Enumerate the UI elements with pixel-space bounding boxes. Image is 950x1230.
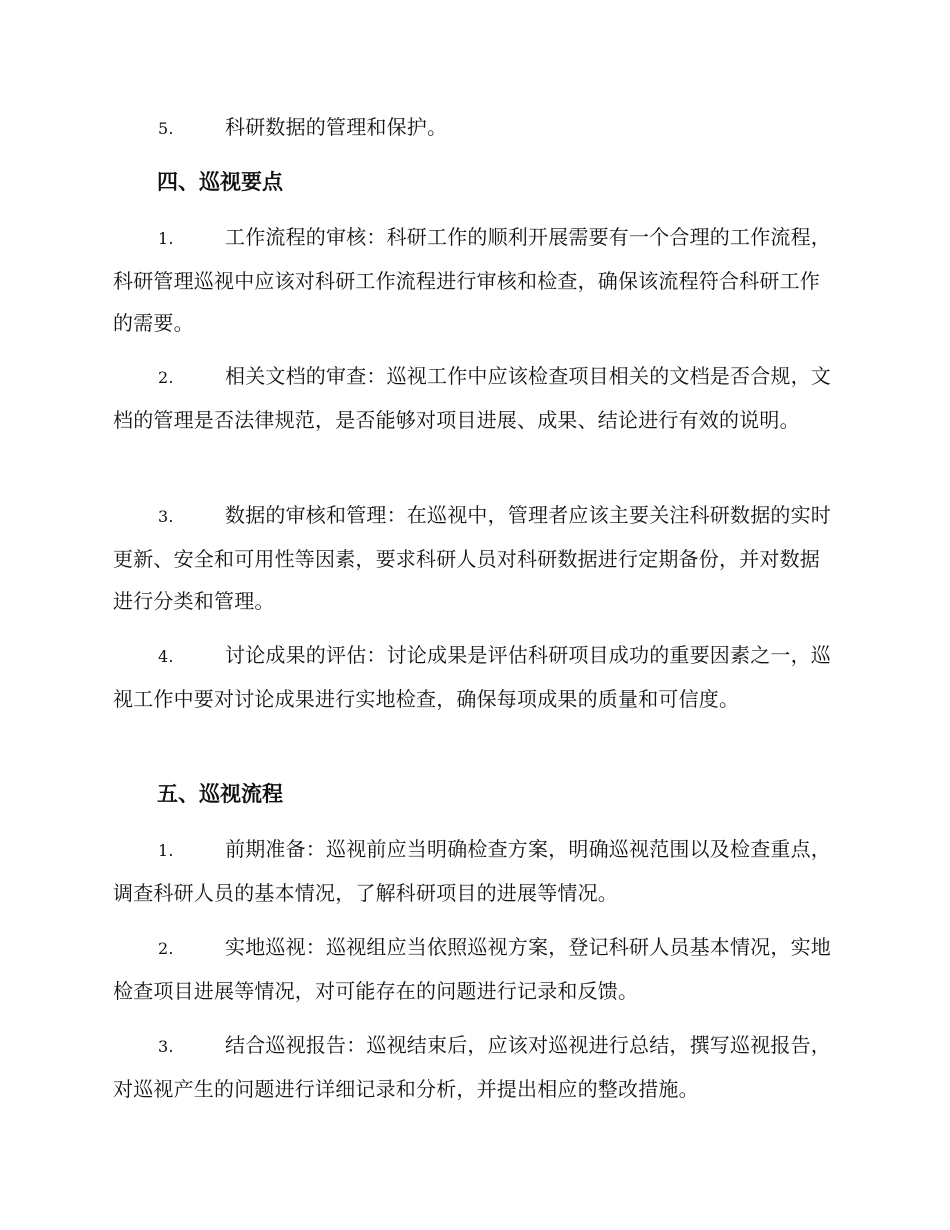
list-item [113,926,833,1012]
item-text: 相关文档的审查：巡视工作中应该检查项目相关的文档是否合规，文档的管理是否法律规范，是否能够对项目进展、成果、结论进行有效的说明。 [113,364,831,432]
section-heading-5: 五、巡视流程 [157,782,283,806]
item-text: 科研数据的管理和保护。 [225,115,448,139]
item-text: 结合巡视报告：巡视结束后，应该对巡视进行总结，撰写巡视报告，对巡视产生的问题进行详细记录和分析，并提出相应的整改措施。 [113,1033,831,1101]
item-number: 1. [158,841,174,860]
item-number: 4. [158,647,174,666]
item-text: 讨论成果的评估：讨论成果是评估科研项目成功的重要因素之一，巡视工作中要对讨论成果进行实地检查，确保每项成果的质量和可信度。 [113,643,831,711]
list-item [113,355,833,441]
item-number: 3. [158,507,174,526]
list-item [113,1024,833,1110]
item-text: 实地巡视：巡视组应当依照巡视方案，登记科研人员基本情况，实地检查项目进展等情况，对可能存在的问题进行记录和反馈。 [113,935,831,1003]
list-item [113,828,833,914]
section-heading-4: 四、巡视要点 [157,170,283,194]
list-item [113,634,833,720]
list-item [113,494,833,622]
item-number: 2. [158,939,174,958]
item-number: 5. [158,119,174,138]
item-text: 数据的审核和管理：在巡视中，管理者应该主要关注科研数据的实时更新、安全和可用性等因素，要求科研人员对科研数据进行定期备份，并对数据进行分类和管理。 [113,503,831,613]
list-item [113,106,833,150]
item-number: 2. [158,368,174,387]
item-number: 1. [158,229,174,248]
item-text: 前期准备：巡视前应当明确检查方案，明确巡视范围以及检查重点，调查科研人员的基本情况，了解科研项目的进展等情况。 [113,837,831,905]
item-number: 3. [158,1037,174,1056]
list-item [113,216,833,344]
item-text: 工作流程的审核：科研工作的顺利开展需要有一个合理的工作流程，科研管理巡视中应该对科研工作流程进行审核和检查，确保该流程符合科研工作的需要。 [113,225,831,335]
